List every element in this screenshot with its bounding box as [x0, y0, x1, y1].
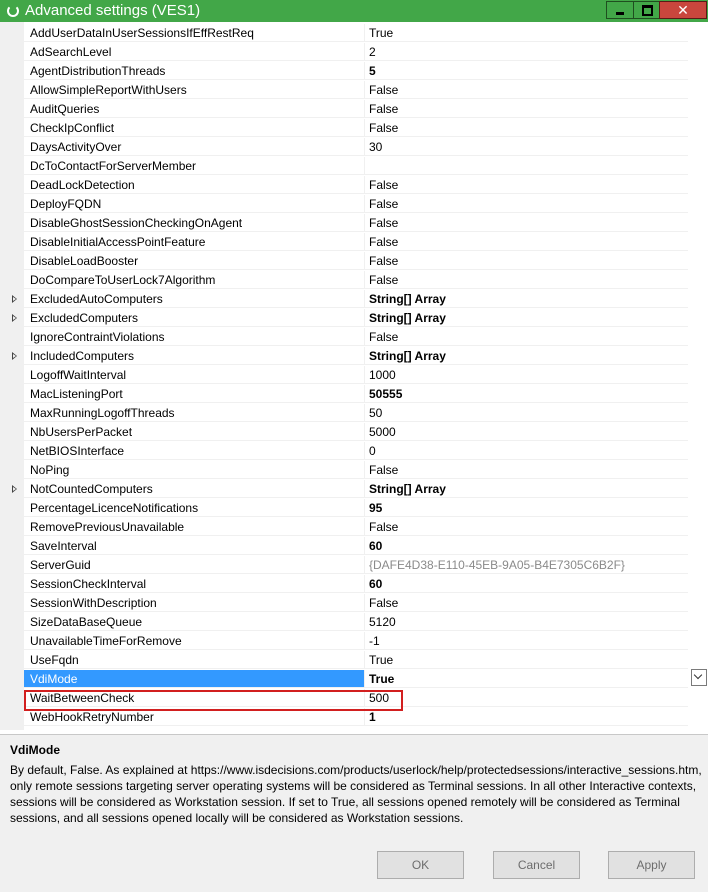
property-name[interactable]: UnavailableTimeForRemove	[24, 632, 364, 650]
property-value[interactable]: True	[364, 670, 688, 688]
property-name[interactable]: DisableLoadBooster	[24, 252, 364, 270]
property-value[interactable]: False	[364, 195, 688, 213]
property-row[interactable]	[0, 442, 688, 461]
property-row[interactable]	[0, 157, 688, 176]
property-value[interactable]: False	[364, 100, 688, 118]
apply-button[interactable]: Apply	[608, 851, 695, 879]
minimize-button[interactable]	[606, 1, 634, 19]
property-value[interactable]: False	[364, 81, 688, 99]
minimize-icon	[616, 12, 624, 15]
property-name[interactable]: NotCountedComputers	[24, 480, 364, 498]
property-grid[interactable]	[0, 22, 708, 735]
property-value[interactable]: 5120	[364, 613, 688, 631]
property-name[interactable]: NetBIOSInterface	[24, 442, 364, 460]
property-row[interactable]	[0, 556, 688, 575]
property-row[interactable]	[0, 195, 688, 214]
value-dropdown-button[interactable]	[691, 669, 707, 686]
property-row[interactable]	[0, 651, 688, 670]
property-name[interactable]: RemovePreviousUnavailable	[24, 518, 364, 536]
cancel-button[interactable]: Cancel	[493, 851, 580, 879]
property-row[interactable]	[0, 670, 688, 689]
property-row[interactable]	[0, 385, 688, 404]
property-row[interactable]	[0, 328, 688, 347]
property-name[interactable]: NoPing	[24, 461, 364, 479]
property-value[interactable]: False	[364, 252, 688, 270]
property-value[interactable]: 50555	[364, 385, 688, 403]
property-row[interactable]	[0, 252, 688, 271]
property-value[interactable]: True	[364, 24, 688, 42]
property-name[interactable]: SessionCheckInterval	[24, 575, 364, 593]
property-row[interactable]	[0, 594, 688, 613]
title-bar	[0, 0, 708, 22]
description-title: VdiMode	[10, 743, 60, 757]
property-value[interactable]: False	[364, 233, 688, 251]
property-row[interactable]	[0, 518, 688, 537]
description-panel	[0, 735, 708, 830]
property-row[interactable]	[0, 138, 688, 157]
property-name[interactable]: DeadLockDetection	[24, 176, 364, 194]
property-name[interactable]: MaxRunningLogoffThreads	[24, 404, 364, 422]
property-value[interactable]: False	[364, 518, 688, 536]
property-value[interactable]: True	[364, 651, 688, 669]
property-name[interactable]: SessionWithDescription	[24, 594, 364, 612]
property-name[interactable]: IgnoreContraintViolations	[24, 328, 364, 346]
property-row[interactable]	[0, 575, 688, 594]
window-title: Advanced settings (VES1)	[25, 2, 201, 19]
property-value[interactable]: 50	[364, 404, 688, 422]
property-value[interactable]: String[] Array	[364, 309, 688, 327]
property-name[interactable]: DaysActivityOver	[24, 138, 364, 156]
property-row[interactable]	[0, 100, 688, 119]
property-row[interactable]	[0, 309, 688, 328]
property-value[interactable]: 5	[364, 62, 688, 80]
property-row[interactable]	[0, 632, 688, 651]
property-row[interactable]	[0, 461, 688, 480]
property-value[interactable]: 5000	[364, 423, 688, 441]
property-value[interactable]: 30	[364, 138, 688, 156]
property-name[interactable]: VdiMode	[24, 670, 364, 688]
property-name[interactable]: ServerGuid	[24, 556, 364, 574]
property-row[interactable]	[0, 214, 688, 233]
property-name[interactable]: SaveInterval	[24, 537, 364, 555]
property-value[interactable]	[364, 157, 688, 175]
property-value[interactable]: String[] Array	[364, 480, 688, 498]
property-name[interactable]: IncludedComputers	[24, 347, 364, 365]
expand-arrow-icon[interactable]	[12, 352, 17, 360]
chevron-down-icon	[694, 671, 702, 679]
property-row[interactable]	[0, 537, 688, 556]
property-value[interactable]: 500	[364, 689, 688, 707]
property-value[interactable]: False	[364, 119, 688, 137]
property-name[interactable]: SizeDataBaseQueue	[24, 613, 364, 631]
property-row[interactable]	[0, 423, 688, 442]
property-row[interactable]	[0, 499, 688, 518]
property-name[interactable]: DeployFQDN	[24, 195, 364, 213]
property-name[interactable]: WaitBetweenCheck	[24, 689, 364, 707]
close-button[interactable]	[659, 1, 707, 19]
property-row[interactable]	[0, 366, 688, 385]
property-value[interactable]: 2	[364, 43, 688, 61]
property-row[interactable]	[0, 43, 688, 62]
property-rows	[0, 24, 688, 727]
property-name[interactable]: LogoffWaitInterval	[24, 366, 364, 384]
property-name[interactable]: DisableInitialAccessPointFeature	[24, 233, 364, 251]
property-name[interactable]: AllowSimpleReportWithUsers	[24, 81, 364, 99]
property-row[interactable]	[0, 81, 688, 100]
property-name[interactable]: MacListeningPort	[24, 385, 364, 403]
property-name[interactable]: WebHookRetryNumber	[24, 708, 364, 726]
property-name[interactable]: AdSearchLevel	[24, 43, 364, 61]
property-name[interactable]: AddUserDataInUserSessionsIfEffRestReq	[24, 24, 364, 42]
property-value[interactable]: String[] Array	[364, 290, 688, 308]
expand-arrow-icon[interactable]	[12, 295, 17, 303]
property-row[interactable]	[0, 290, 688, 309]
property-row[interactable]	[0, 347, 688, 366]
property-name[interactable]: UseFqdn	[24, 651, 364, 669]
property-value[interactable]: False	[364, 176, 688, 194]
property-name[interactable]: PercentageLicenceNotifications	[24, 499, 364, 517]
maximize-icon	[642, 5, 653, 16]
property-row[interactable]	[0, 176, 688, 195]
property-row[interactable]	[0, 708, 688, 727]
property-name[interactable]: ExcludedComputers	[24, 309, 364, 327]
expand-arrow-icon[interactable]	[12, 485, 17, 493]
app-icon	[7, 5, 19, 17]
property-value[interactable]: 0	[364, 442, 688, 460]
property-value[interactable]: {DAFE4D38-E110-45EB-9A05-B4E7305C6B2F}	[364, 556, 688, 574]
property-name[interactable]: DcToContactForServerMember	[24, 157, 364, 175]
property-name[interactable]: AgentDistributionThreads	[24, 62, 364, 80]
property-row[interactable]	[0, 271, 688, 290]
property-value[interactable]: False	[364, 328, 688, 346]
property-row[interactable]	[0, 404, 688, 423]
property-row[interactable]	[0, 689, 688, 708]
property-row[interactable]	[0, 119, 688, 138]
property-value[interactable]: 1	[364, 708, 688, 726]
ok-button[interactable]: OK	[377, 851, 464, 879]
property-value[interactable]: 1000	[364, 366, 688, 384]
property-value[interactable]: String[] Array	[364, 347, 688, 365]
close-icon: ✕	[677, 2, 689, 18]
property-value[interactable]: False	[364, 214, 688, 232]
property-value[interactable]: 95	[364, 499, 688, 517]
property-value[interactable]: 60	[364, 575, 688, 593]
property-name[interactable]: AuditQueries	[24, 100, 364, 118]
property-row[interactable]	[0, 233, 688, 252]
property-name[interactable]: DoCompareToUserLock7Algorithm	[24, 271, 364, 289]
maximize-button[interactable]	[633, 1, 660, 19]
property-row[interactable]	[0, 613, 688, 632]
property-value[interactable]: False	[364, 461, 688, 479]
description-text: By default, False. As explained at https://www.isdecisions.com/products/userlock/help/protectedsessions/interactive_sessions.htm, only remote sessions targeting server operating systems will be considered as Terminal sessions. In all other Interactive contexts, sessions will be considered as Workstation session. If set to True, all sessions opened remotely will be considered as Terminal sessions, and all sessions opened locally will be considered as Workstation sessions.	[10, 763, 702, 825]
property-name[interactable]: CheckIpConflict	[24, 119, 364, 137]
property-name[interactable]: DisableGhostSessionCheckingOnAgent	[24, 214, 364, 232]
property-row[interactable]	[0, 24, 688, 43]
property-value[interactable]: False	[364, 271, 688, 289]
property-value[interactable]: -1	[364, 632, 688, 650]
property-value[interactable]: False	[364, 594, 688, 612]
property-row[interactable]	[0, 62, 688, 81]
property-name[interactable]: NbUsersPerPacket	[24, 423, 364, 441]
property-value[interactable]: 60	[364, 537, 688, 555]
property-row[interactable]	[0, 480, 688, 499]
expand-arrow-icon[interactable]	[12, 314, 17, 322]
property-name[interactable]: ExcludedAutoComputers	[24, 290, 364, 308]
